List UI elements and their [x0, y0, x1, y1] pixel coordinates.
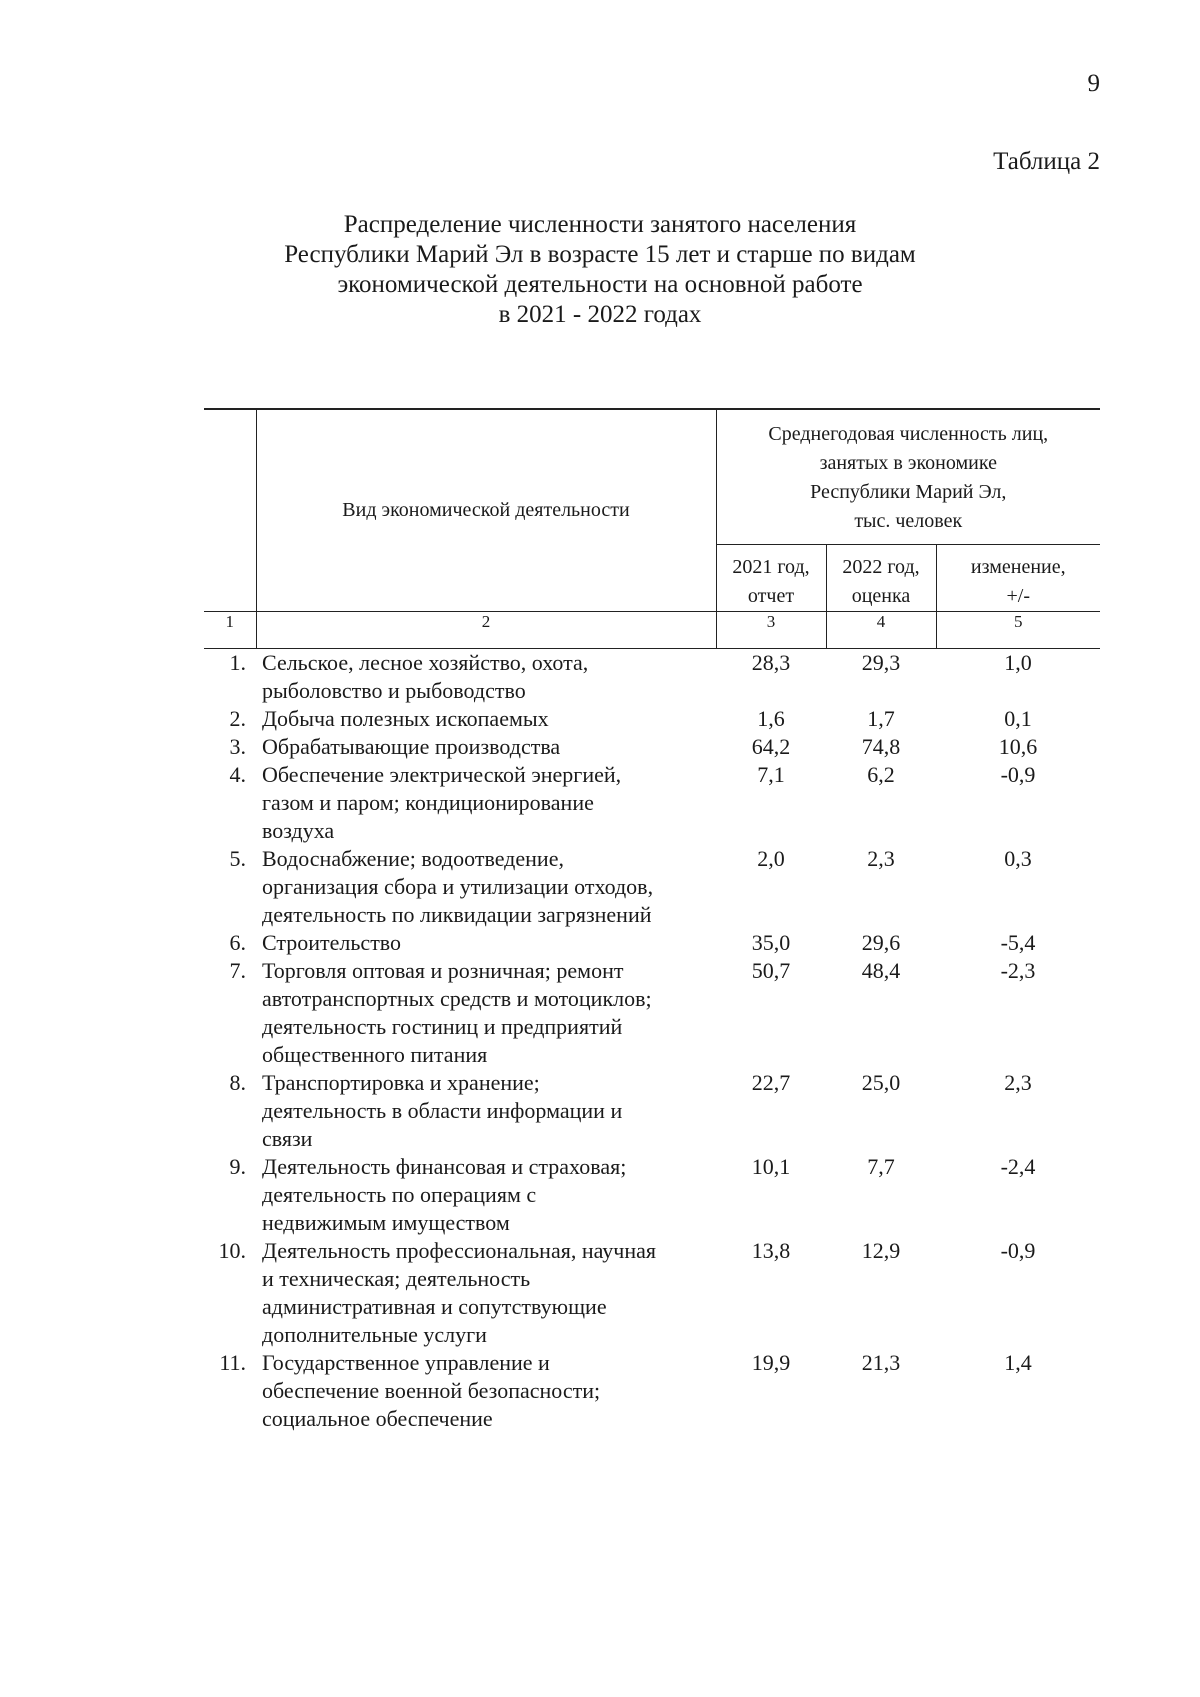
value-2021: 2,0 — [757, 846, 785, 871]
row-activity-line: деятельность гостиниц и предприятий — [262, 1014, 623, 1039]
row-activity-line: обеспечение военной безопасности; — [262, 1378, 601, 1403]
row-activity — [256, 957, 716, 1069]
value-2022: 1,7 — [867, 706, 895, 731]
title-line: в 2021 - 2022 годах — [498, 301, 702, 328]
value-change: -2,3 — [1000, 958, 1036, 983]
row-activity-line: автотранспортных средств и мотоциклов; — [262, 986, 652, 1011]
value-2021: 1,6 — [757, 706, 785, 731]
table-row — [204, 649, 1100, 706]
value-2022: 6,2 — [867, 762, 895, 787]
row-activity-line: деятельность в области информации и — [262, 1098, 623, 1123]
value-2022: 25,0 — [861, 1070, 901, 1095]
header-2022-line: оценка — [851, 585, 911, 607]
title-line: экономической деятельности на основной работе — [337, 271, 863, 298]
table-row — [204, 1153, 1100, 1237]
value-2022: 12,9 — [861, 1238, 901, 1263]
row-activity-line: воздуха — [262, 818, 335, 843]
value-2022: 74,8 — [861, 734, 901, 759]
row-activity-line: Обеспечение электрической энергией, — [262, 762, 622, 787]
header-number-cell — [204, 409, 256, 612]
header-group-line: тыс. человек — [854, 510, 963, 532]
table-row — [204, 929, 1100, 957]
value-2021: 50,7 — [751, 958, 791, 983]
row-activity-line: дополнительные услуги — [262, 1322, 487, 1347]
row-number: 3. — [229, 734, 246, 759]
row-activity — [256, 1069, 716, 1153]
value-2021: 13,8 — [751, 1238, 791, 1263]
row-activity-line: деятельность по ликвидации загрязнений — [262, 902, 652, 927]
row-number: 7. — [229, 958, 246, 983]
row-activity-line: Водоснабжение; водоотведение, — [262, 846, 564, 871]
value-2021: 35,0 — [751, 930, 791, 955]
value-change: -0,9 — [1000, 762, 1036, 787]
header-change-line: изменение, — [970, 556, 1066, 578]
value-2021: 19,9 — [751, 1350, 791, 1375]
value-2022: 29,6 — [861, 930, 901, 955]
value-change: 1,0 — [1004, 650, 1032, 675]
row-activity — [256, 845, 716, 929]
value-2022: 7,7 — [867, 1154, 895, 1179]
row-activity-line: связи — [262, 1126, 313, 1151]
row-number: 5. — [229, 846, 246, 871]
row-activity-line: Деятельность финансовая и страховая; — [262, 1154, 627, 1179]
row-activity-line: Добыча полезных ископаемых — [262, 706, 549, 731]
header-2021 — [716, 545, 826, 612]
value-2022: 21,3 — [861, 1350, 901, 1375]
table-body — [204, 649, 1100, 1434]
header-2022-line: 2022 год, — [842, 556, 920, 578]
row-activity — [256, 929, 716, 957]
value-change: -0,9 — [1000, 1238, 1036, 1263]
row-activity-line: Торговля оптовая и розничная; ремонт — [262, 958, 624, 983]
value-2022: 2,3 — [867, 846, 895, 871]
value-change: -5,4 — [1000, 930, 1036, 955]
value-2021: 64,2 — [751, 734, 791, 759]
value-change: 0,3 — [1004, 846, 1032, 871]
table-row — [204, 1069, 1100, 1153]
row-activity-line: рыболовство и рыбоводство — [262, 678, 526, 703]
header-activity: Вид экономической деятельности — [256, 409, 716, 612]
header-group-line: занятых в экономике — [819, 452, 997, 474]
row-activity-line: организация сбора и утилизации отходов, — [262, 874, 654, 899]
page-number: 9 — [1087, 70, 1100, 97]
row-number: 6. — [229, 930, 246, 955]
header-group-line: Среднегодовая численность лиц, — [768, 423, 1049, 445]
header-2022 — [826, 545, 936, 612]
column-index-row — [204, 612, 1100, 649]
header-change-line: +/- — [1006, 585, 1031, 607]
column-index: 1 — [204, 612, 256, 649]
value-change: 1,4 — [1004, 1350, 1032, 1375]
header-group — [716, 409, 1100, 545]
row-activity-line: деятельность по операциям с — [262, 1182, 537, 1207]
row-activity-line: Строительство — [262, 930, 402, 955]
row-activity — [256, 1153, 716, 1237]
value-2021: 10,1 — [751, 1154, 791, 1179]
value-2021: 7,1 — [757, 762, 785, 787]
value-change: 2,3 — [1004, 1070, 1032, 1095]
header-2021-line: отчет — [747, 585, 795, 607]
row-number: 10. — [218, 1238, 246, 1263]
row-activity-line: и техническая; деятельность — [262, 1266, 531, 1291]
table-title — [180, 210, 1020, 330]
header-row — [204, 409, 1100, 545]
title-line: Распределение численности занятого населения — [343, 211, 857, 238]
row-number: 1. — [229, 650, 246, 675]
row-number: 9. — [229, 1154, 246, 1179]
value-change: 0,1 — [1004, 706, 1032, 731]
table-row — [204, 1349, 1100, 1433]
value-2022: 48,4 — [861, 958, 901, 983]
row-number: 11. — [219, 1350, 246, 1375]
column-index: 2 — [256, 612, 716, 649]
title-line: Республики Марий Эл в возрасте 15 лет и старше по видам — [284, 241, 916, 268]
row-activity — [256, 1349, 716, 1433]
table-row — [204, 1237, 1100, 1349]
row-activity-line: Транспортировка и хранение; — [262, 1070, 540, 1095]
row-number: 8. — [229, 1070, 246, 1095]
header-change — [936, 545, 1100, 612]
table-label: Таблица 2 — [993, 148, 1100, 175]
row-activity — [256, 1237, 716, 1349]
row-activity — [256, 705, 716, 733]
value-2021: 22,7 — [751, 1070, 791, 1095]
column-index: 3 — [716, 612, 826, 649]
row-activity-line: Сельское, лесное хозяйство, охота, — [262, 650, 589, 675]
row-activity — [256, 649, 716, 706]
value-change: 10,6 — [998, 734, 1038, 759]
column-index: 5 — [936, 612, 1100, 649]
row-number: 4. — [229, 762, 246, 787]
value-change: -2,4 — [1000, 1154, 1036, 1179]
row-activity-line: Государственное управление и — [262, 1350, 550, 1375]
row-activity-line: социальное обеспечение — [262, 1406, 493, 1431]
row-activity — [256, 761, 716, 845]
table-row — [204, 705, 1100, 733]
header-group-line: Республики Марий Эл, — [810, 481, 1007, 503]
row-activity-line: Обрабатывающие производства — [262, 734, 561, 759]
header-2021-line: 2021 год, — [732, 556, 810, 578]
row-activity-line: газом и паром; кондиционирование — [262, 790, 594, 815]
column-index: 4 — [826, 612, 936, 649]
table-row — [204, 957, 1100, 1069]
table-row — [204, 733, 1100, 761]
row-activity — [256, 733, 716, 761]
table-row — [204, 761, 1100, 845]
row-activity-line: общественного питания — [262, 1042, 488, 1067]
table-row — [204, 845, 1100, 929]
row-activity-line: недвижимым имуществом — [262, 1210, 510, 1235]
row-activity-line: административная и сопутствующие — [262, 1294, 607, 1319]
employment-table — [204, 408, 1100, 1433]
row-number: 2. — [229, 706, 246, 731]
value-2022: 29,3 — [861, 650, 901, 675]
row-activity-line: Деятельность профессиональная, научная — [262, 1238, 656, 1263]
value-2021: 28,3 — [751, 650, 791, 675]
